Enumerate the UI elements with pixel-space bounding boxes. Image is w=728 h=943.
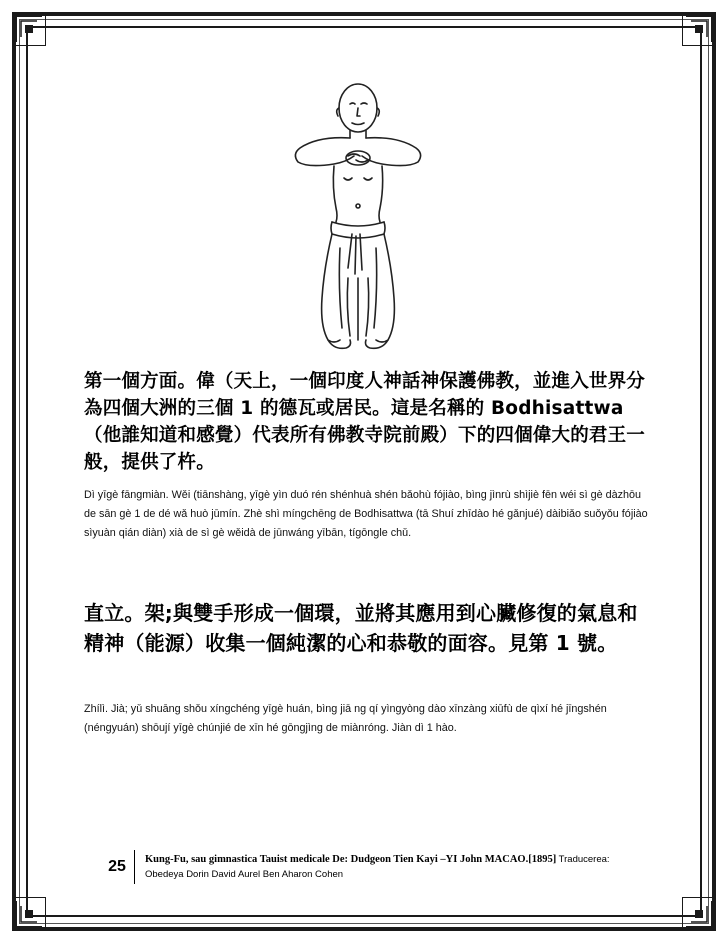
page-footer <box>100 850 660 884</box>
pinyin-paragraph-2: Zhílì. Jià; yǔ shuāng shǒu xíngchéng yīgè huán, bìng jiā ng qí yìngyòng dào xīnzàng xiūfù de qìxí hé jīngshén (néngyuán) shōují yīgè chúnjié de xīn hé gōngjìng de miànróng. Jiàn dì 1 hào. <box>84 703 607 734</box>
corner-ornament-icon <box>682 897 716 931</box>
chinese-paragraph-2: 直立。架;與雙手形成一個環，並將其應用到心臟修復的氣息和精神（能源）收集一個純潔的心和恭敬的面容。見第 1 號。 <box>84 601 638 655</box>
corner-ornament-icon <box>682 12 716 46</box>
pinyin-paragraph-1: Dì yīgè fāngmiàn. Wěi (tiānshàng, yīgè yìn duó rén shénhuà shén bǎohù fójiào, bìng jìnrù shìjiè fēn wéi sì gè dàzhōu de sān gè 1 de dé wǎ huò jūmín. Zhè shì míngchēng de Bodhisattwa (tā Shuí zhīdào hé gǎnjué) dàibiǎo suǒyǒu fójiào sìyuàn qián diàn) xià de sì gè wěidà de jūnwáng yībān, tígōngle chǔ. <box>84 489 648 539</box>
corner-ornament-icon <box>12 12 46 46</box>
footer-translator-names: Obedeya Dorin David Aurel Ben Aharon Cohen <box>145 869 344 880</box>
standing-figure-illustration <box>278 78 438 354</box>
corner-ornament-icon <box>12 897 46 931</box>
footer-translator-label: Traducerea: <box>556 854 610 865</box>
footer-title: Kung-Fu, sau gimnastica Tauist medicale De: Dudgeon Tien Kayi –YI John MACAO.[1895] <box>145 854 557 865</box>
page-number: 25 <box>100 850 135 884</box>
footer-citation <box>145 850 610 882</box>
chinese-paragraph-1: 第一個方面。偉（天上，一個印度人神話神保護佛教，並進入世界分為四個大洲的三個 1 的德瓦或居民。這是名稱的 Bodhisattwa（他誰知道和感覺）代表所有佛教寺院前殿）下的四個偉大的君王一般，提供了杵。 <box>84 371 646 473</box>
